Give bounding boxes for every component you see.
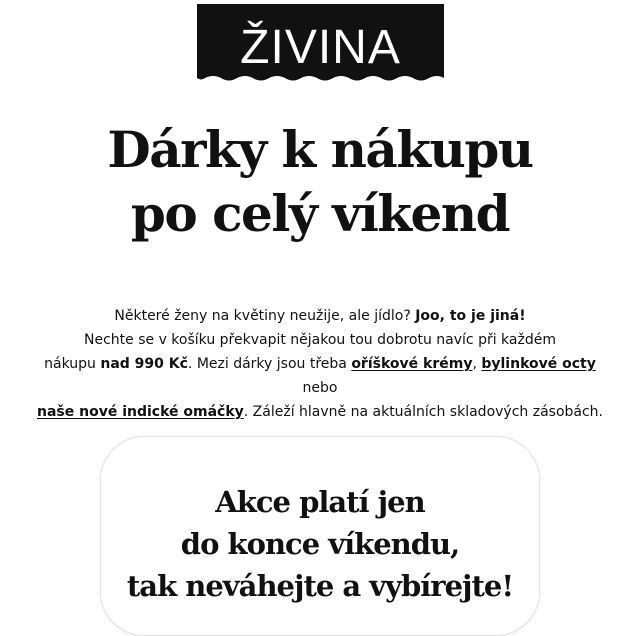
intro-line-2: Nechte se v košíku překvapit nějakou tou dobrotu navíc při každém xyxy=(84,332,556,348)
promo-line-1: Akce platí jen xyxy=(215,485,425,519)
promo-card xyxy=(100,436,540,636)
logo-text: ŽIVINA xyxy=(240,20,401,74)
page-headline xyxy=(0,118,640,246)
intro-text: Některé ženy na květiny neužije, ale jídlo? xyxy=(114,308,416,324)
indian-sauces-link[interactable]: naše nové indické omáčky xyxy=(37,404,244,420)
intro-line-1 xyxy=(30,304,610,328)
headline-line-2: po celý víkend xyxy=(130,184,510,243)
intro-emphasis: Joo, to je jiná! xyxy=(415,308,526,324)
order-threshold: nad 990 Kč xyxy=(100,356,188,372)
intro-text: , xyxy=(472,356,482,372)
promo-line-3: tak neváhejte a vybírejte! xyxy=(126,569,514,603)
promo-card-title xyxy=(101,481,539,607)
intro-text: . Záleží hlavně na aktuálních skladových zásobách. xyxy=(243,404,603,420)
zivina-logo[interactable] xyxy=(197,4,444,88)
nut-creams-link[interactable]: oříškové krémy xyxy=(351,356,473,372)
herb-vinegars-link[interactable]: bylinkové octy xyxy=(481,356,596,372)
intro-line-3 xyxy=(30,352,610,400)
intro-text: . Mezi dárky jsou třeba xyxy=(187,356,352,372)
promo-line-2: do konce víkendu, xyxy=(180,527,460,561)
intro-text: nákupu xyxy=(44,356,101,372)
intro-text: nebo xyxy=(302,380,338,396)
intro-line-4 xyxy=(30,400,610,424)
intro-paragraph xyxy=(30,304,610,424)
headline-line-1: Dárky k nákupu xyxy=(107,120,533,179)
